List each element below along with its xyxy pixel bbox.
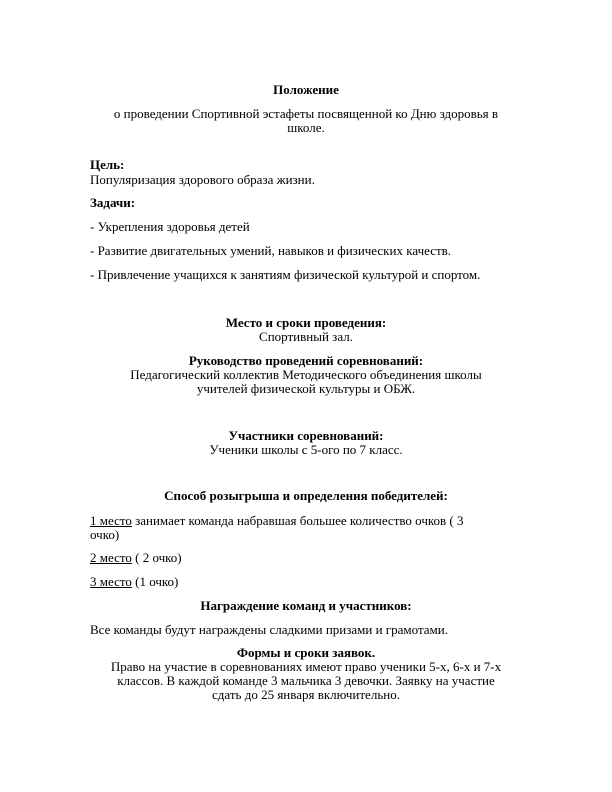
place-heading: Место и сроки проведения: [225, 315, 387, 330]
lead-line-1: Педагогический коллектив Методического объединения школы [130, 367, 482, 382]
participants-heading: Участники соревнований: [228, 428, 384, 443]
document-title: Положение [273, 82, 339, 97]
subtitle-line-1: о проведении Спортивной эстафеты посвященной ко Дню здоровья в [113, 106, 499, 121]
task-item: - Развитие двигательных умений, навыков и физических качеств. [90, 243, 452, 258]
lead-heading: Руководство проведений соревнований: [188, 353, 424, 368]
place-1-text: занимает команда набравшая большее количество очков ( 3 [131, 513, 464, 528]
method-heading: Способ розыгрыша и определения победителей: [164, 488, 448, 503]
place-1-label: 1 место [90, 513, 132, 528]
task-item: - Привлечение учащихся к занятиям физической культурой и спортом. [90, 267, 481, 282]
goal-heading: Цель: [90, 157, 125, 172]
forms-line-2: классов. В каждой команде 3 мальчика 3 девочки. Заявку на участие [117, 673, 495, 688]
place-3-label: 3 место [90, 574, 132, 589]
task-item: - Укрепления здоровья детей [90, 219, 250, 234]
award-text: Все команды будут награждены сладкими призами и грамотами. [90, 622, 448, 637]
subtitle-line-2: школе. [287, 120, 325, 135]
lead-line-2: учителей физической культуры и ОБЖ. [196, 381, 416, 396]
place-2-label: 2 место [90, 550, 132, 565]
participants-text: Ученики школы с 5-ого по 7 класс. [209, 442, 403, 457]
goal-text: Популяризация здорового образа жизни. [90, 172, 315, 187]
place-3-line [90, 574, 178, 589]
place-1-line [90, 513, 464, 528]
place-3-text: (1 очко) [131, 574, 179, 589]
place-1-text-cont: очко) [90, 527, 120, 542]
place-2-line [90, 550, 182, 565]
forms-line-1: Право на участие в соревнованиях имеют право ученики 5-х, 6-х и 7-х [110, 659, 502, 674]
place-text: Спортивный зал. [259, 329, 353, 344]
forms-line-3: сдать до 25 января включительно. [212, 687, 400, 702]
tasks-heading: Задачи: [90, 195, 136, 210]
award-heading: Награждение команд и участников: [200, 598, 412, 613]
forms-heading: Формы и сроки заявок. [236, 645, 376, 660]
place-2-text: ( 2 очко) [131, 550, 182, 565]
